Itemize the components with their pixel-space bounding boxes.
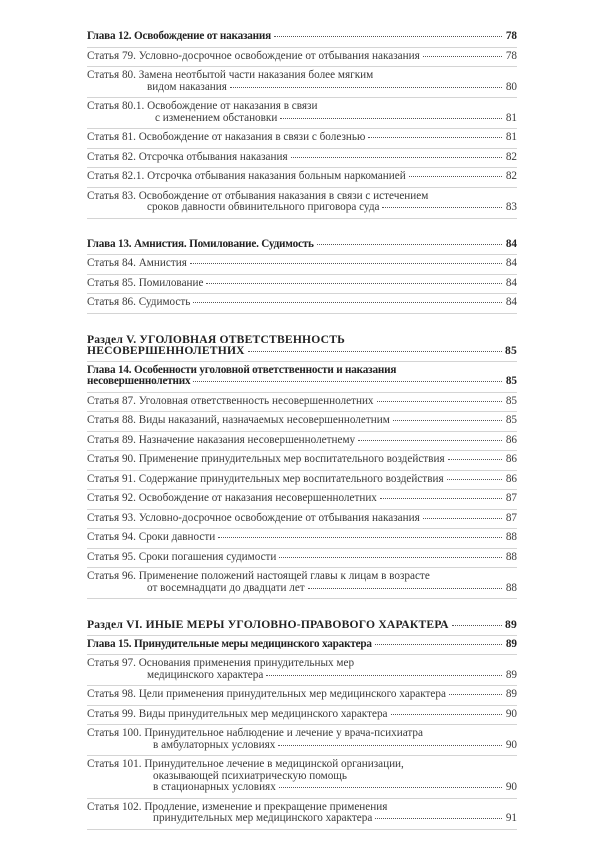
toc-entry-article[interactable] <box>87 393 517 413</box>
entry-title-line: Статья 95. Сроки погашения судимости <box>87 550 277 563</box>
toc-entry-article[interactable] <box>87 706 517 726</box>
entry-title-line: Глава 13. Амнистия. Помилование. Судимость <box>87 237 314 250</box>
dot-leader <box>375 818 502 819</box>
entry-title-line: Статья 81. Освобождение от наказания в связи с болезнью <box>87 131 366 143</box>
dot-leader <box>393 420 502 421</box>
page-number: 78 <box>505 49 517 62</box>
toc-entry-section[interactable] <box>87 331 517 362</box>
entry-title-line: Статья 97. Основания применения принудительных мер <box>87 657 355 669</box>
toc-entry-chapter[interactable] <box>87 236 517 256</box>
toc-entry-article[interactable] <box>87 529 517 549</box>
dot-leader <box>377 401 502 402</box>
toc-entry-article[interactable] <box>87 412 517 432</box>
dot-leader <box>274 36 502 37</box>
entry-title-line: Статья 87. Уголовная ответственность несовершеннолетних <box>87 394 374 407</box>
page-number: 84 <box>505 237 517 250</box>
page-number: 86 <box>505 453 517 465</box>
page-number: 87 <box>505 492 517 504</box>
page-number: 86 <box>505 472 517 485</box>
toc-entry-chapter[interactable] <box>87 28 517 48</box>
entry-title-line: Раздел V. УГОЛОВНАЯ ОТВЕТСТВЕННОСТЬ <box>87 332 345 346</box>
dot-leader <box>423 56 502 57</box>
page-number: 86 <box>505 433 517 446</box>
toc-entry-chapter[interactable] <box>87 636 517 656</box>
dot-leader <box>279 557 502 558</box>
entry-title-line: Статья 82. Отсрочка отбывания наказания <box>87 150 288 163</box>
entry-title-line: НЕСОВЕРШЕННОЛЕТНИХ <box>87 344 245 357</box>
dot-leader <box>447 479 502 480</box>
entry-title-line: Раздел VI. ИНЫЕ МЕРЫ УГОЛОВНО-ПРАВОВОГО ХАРАКТЕРА <box>87 618 449 631</box>
dot-leader <box>391 714 502 715</box>
dot-leader <box>278 745 502 746</box>
dot-leader <box>375 644 502 645</box>
entry-title-line: Статья 102. Продление, изменение и прекращение применения <box>87 800 388 813</box>
page-number: 85 <box>505 394 517 407</box>
dot-leader <box>452 625 502 626</box>
toc-entry-article[interactable] <box>87 725 517 756</box>
dot-leader <box>248 351 502 352</box>
entry-title-line: Глава 14. Особенности уголовной ответственности и наказания <box>87 363 397 376</box>
entry-title-line: Статья 79. Условно-досрочное освобождение от отбывания наказания <box>87 49 420 62</box>
dot-leader <box>190 263 502 264</box>
page-number: 88 <box>505 531 517 543</box>
toc-group <box>87 28 517 219</box>
page-number: 88 <box>505 550 517 563</box>
page-number: 82 <box>505 170 517 182</box>
page-number: 85 <box>505 344 517 357</box>
dot-leader <box>193 381 502 382</box>
toc-entry-article[interactable] <box>87 48 517 68</box>
toc-entry-article[interactable] <box>87 799 517 830</box>
entry-title-line: Статья 92. Освобождение от наказания несовершеннолетних <box>87 492 377 504</box>
dot-leader <box>380 498 502 499</box>
entry-title-line: Статья 80.1. Освобождение от наказания в связи <box>87 100 318 112</box>
toc-entry-article[interactable] <box>87 510 517 530</box>
entry-title-line: оказывающей психиатрическую помощь <box>153 769 348 782</box>
entry-title-line: Глава 15. Принудительные меры медицинского характера <box>87 637 372 650</box>
page-number: 78 <box>505 30 517 42</box>
page-number: 89 <box>505 637 517 650</box>
page-number: 87 <box>505 511 517 524</box>
toc-entry-article[interactable] <box>87 655 517 686</box>
entry-title-line: Статья 82.1. Отсрочка отбывания наказания больным наркоманией <box>87 170 406 182</box>
dot-leader <box>218 537 502 538</box>
entry-title-line: принудительных мер медицинского характера <box>153 812 373 824</box>
dot-leader <box>266 675 502 676</box>
entry-title-line: Статья 86. Судимость <box>87 296 191 308</box>
page-number: 81 <box>505 131 517 143</box>
table-of-contents <box>87 28 517 847</box>
dot-leader <box>409 176 502 177</box>
page-number: 90 <box>505 707 517 720</box>
dot-leader <box>382 207 502 208</box>
entry-title-line: Статья 85. Помилование <box>87 276 204 289</box>
toc-entry-chapter[interactable] <box>87 362 517 393</box>
entry-title-line: Глава 12. Освобождение от наказания <box>87 30 271 42</box>
entry-title-line: Статья 90. Применение принудительных мер воспитательного воздействия <box>87 453 445 465</box>
toc-entry-article[interactable] <box>87 149 517 169</box>
entry-title-line: Статья 89. Назначение наказания несовершеннолетнему <box>87 433 356 446</box>
toc-entry-article[interactable] <box>87 275 517 295</box>
toc-entry-article[interactable] <box>87 294 517 314</box>
dot-leader <box>317 244 502 245</box>
dot-leader <box>368 137 502 138</box>
toc-entry-article[interactable] <box>87 756 517 799</box>
entry-title-line: в стационарных условиях <box>153 781 276 793</box>
page-number: 83 <box>505 201 517 213</box>
toc-entry-section[interactable] <box>87 616 517 636</box>
dot-leader <box>279 787 502 788</box>
entry-title-line: несовершеннолетних <box>87 375 191 387</box>
dot-leader <box>449 694 502 695</box>
page-number: 88 <box>505 581 517 594</box>
page-number: 80 <box>505 80 517 93</box>
dot-leader <box>206 283 502 284</box>
entry-title-line: Статья 93. Условно-досрочное освобождение от отбывания наказания <box>87 511 420 524</box>
page-number: 89 <box>505 688 517 700</box>
entry-title-line: Статья 80. Замена неотбытой части наказания более мягким <box>87 69 374 81</box>
toc-group <box>87 331 517 600</box>
entry-title-line: с изменением обстановки <box>155 111 278 124</box>
dot-leader <box>193 302 502 303</box>
page-number: 84 <box>505 276 517 289</box>
dot-leader <box>423 518 502 519</box>
dot-leader <box>291 157 502 158</box>
entry-title-line: медицинского характера <box>147 668 264 681</box>
toc-entry-article[interactable] <box>87 188 517 219</box>
page-number: 89 <box>505 618 517 631</box>
page-number: 85 <box>505 375 517 387</box>
dot-leader <box>448 459 502 460</box>
entry-title-line: видом наказания <box>147 80 227 93</box>
entry-title-line: в амбулаторных условиях <box>153 738 276 751</box>
dot-leader <box>230 87 502 88</box>
page-number: 89 <box>505 668 517 681</box>
toc-entry-article[interactable] <box>87 129 517 149</box>
entry-title-line: от восемнадцати до двадцати лет <box>147 581 305 594</box>
toc-entry-article[interactable] <box>87 255 517 275</box>
dot-leader <box>308 588 502 589</box>
toc-group <box>87 616 517 830</box>
page-number: 85 <box>505 414 517 426</box>
entry-title-line: Статья 98. Цели применения принудительных мер медицинского характера <box>87 688 446 700</box>
toc-group <box>87 236 517 314</box>
page-number: 90 <box>505 738 517 751</box>
entry-title-line: Статья 96. Применение положений настоящей главы к лицам в возрасте <box>87 570 430 582</box>
toc-entry-article[interactable] <box>87 451 517 471</box>
page-number: 90 <box>505 781 517 793</box>
entry-title-line: Статья 100. Принудительное наблюдение и лечение у врача-психиатра <box>87 727 423 739</box>
page-number: 84 <box>505 296 517 308</box>
toc-entry-article[interactable] <box>87 490 517 510</box>
page-number: 91 <box>505 812 517 824</box>
entry-title-line: Статья 91. Содержание принудительных мер воспитательного воздействия <box>87 472 444 485</box>
entry-title-line: Статья 94. Сроки давности <box>87 531 216 543</box>
toc-entry-article[interactable] <box>87 168 517 188</box>
page-number: 84 <box>505 257 517 269</box>
page-number: 82 <box>505 150 517 163</box>
toc-entry-article[interactable] <box>87 98 517 129</box>
toc-entry-article[interactable] <box>87 568 517 599</box>
entry-title-line: сроков давности обвинительного приговора суда <box>147 201 380 213</box>
dot-leader <box>280 118 502 119</box>
toc-entry-article[interactable] <box>87 67 517 98</box>
entry-title-line: Статья 84. Амнистия <box>87 257 187 269</box>
page-number: 81 <box>505 111 517 124</box>
entry-title-line: Статья 83. Освобождение от отбывания наказания в связи с истечением <box>87 189 429 202</box>
toc-entry-article[interactable] <box>87 686 517 706</box>
dot-leader <box>358 440 502 441</box>
entry-title-line: Статья 99. Виды принудительных мер медицинского характера <box>87 707 388 720</box>
toc-entry-article[interactable] <box>87 432 517 452</box>
toc-entry-article[interactable] <box>87 471 517 491</box>
entry-title-line: Статья 88. Виды наказаний, назначаемых несовершеннолетним <box>87 414 390 426</box>
toc-entry-article[interactable] <box>87 549 517 569</box>
entry-title-line: Статья 101. Принудительное лечение в медицинской организации, <box>87 758 404 770</box>
